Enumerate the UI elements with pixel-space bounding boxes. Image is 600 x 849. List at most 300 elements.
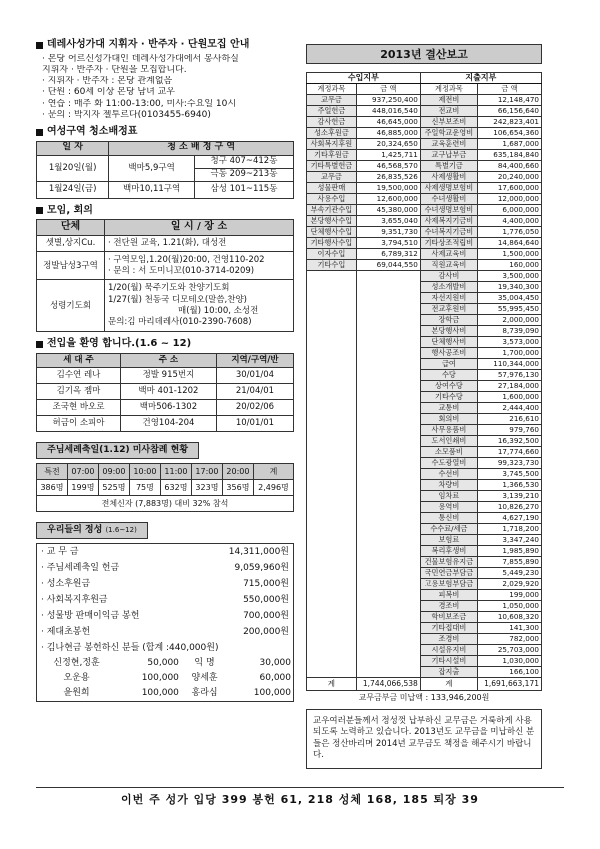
footer-hymns: 이번 주 성가 입당 399 봉헌 61, 218 성체 168, 185 퇴장 39 bbox=[121, 793, 479, 806]
table-cell bbox=[307, 612, 357, 623]
table-row bbox=[307, 656, 542, 667]
table-cell bbox=[356, 392, 420, 403]
offering-amount: 9,059,960원 bbox=[234, 562, 289, 573]
expense-category: 상여수당 bbox=[420, 381, 477, 392]
table-row bbox=[307, 480, 542, 491]
table-cell bbox=[356, 656, 420, 667]
meet-line: 1/27(월) 천동국 디모테오(말씀,찬양) bbox=[108, 294, 247, 305]
table-cell: 윤원희 bbox=[63, 688, 90, 699]
table-cell bbox=[307, 326, 357, 337]
meet-detail bbox=[105, 252, 294, 280]
expense-amount: 99,323,730 bbox=[478, 458, 542, 469]
expense-amount: 3,347,240 bbox=[478, 535, 542, 546]
square-bullet-icon bbox=[36, 42, 43, 49]
table-cell bbox=[356, 590, 420, 601]
expense-category: 통신비 bbox=[420, 513, 477, 524]
table-cell: 백마 401-1202 bbox=[121, 383, 217, 399]
table-row bbox=[307, 634, 542, 645]
expense-category: 신부보조비 bbox=[420, 117, 477, 128]
expense-category: 차량비 bbox=[420, 480, 477, 491]
expense-amount: 55,995,450 bbox=[478, 304, 542, 315]
clean-table bbox=[36, 141, 294, 199]
income-category: 단체행사수입 bbox=[307, 227, 357, 238]
expense-amount: 3,745,500 bbox=[478, 469, 542, 480]
table-cell bbox=[356, 326, 420, 337]
expense-amount: 5,449,230 bbox=[478, 568, 542, 579]
income-amount: 69,044,550 bbox=[356, 260, 420, 271]
table-cell bbox=[307, 557, 357, 568]
table-row bbox=[37, 252, 294, 280]
table-cell bbox=[356, 436, 420, 447]
table-cell: 21/04/01 bbox=[216, 383, 293, 399]
meet-line: 1/20(월) 묵주기도와 찬양기도회 bbox=[108, 283, 230, 294]
notice-body bbox=[36, 54, 294, 122]
expense-category: 전교비 bbox=[420, 106, 477, 117]
table-row bbox=[307, 513, 542, 524]
table-cell: 525명 bbox=[98, 480, 129, 496]
table-cell bbox=[307, 447, 357, 458]
expense-category: 수도광열비 bbox=[420, 458, 477, 469]
expense-amount: 2,444,400 bbox=[478, 403, 542, 414]
table-header: 계정과목 bbox=[307, 84, 357, 95]
table-row bbox=[37, 686, 293, 701]
table-cell: 100,000 bbox=[141, 688, 179, 699]
table-cell: 김수연 레나 bbox=[37, 367, 121, 383]
income-category: 교무금 bbox=[307, 172, 357, 183]
income-category: 이자수입 bbox=[307, 249, 357, 260]
table-row bbox=[37, 671, 293, 686]
table-row bbox=[37, 656, 293, 671]
expense-category: 기타시설비 bbox=[420, 656, 477, 667]
table-row bbox=[307, 381, 542, 392]
income-amount: 9,351,730 bbox=[356, 227, 420, 238]
table-cell bbox=[356, 425, 420, 436]
table-row bbox=[307, 667, 542, 678]
income-category: 교무금 bbox=[307, 95, 357, 106]
expense-category: 수녀생활비 bbox=[420, 194, 477, 205]
table-cell: 11:00 bbox=[160, 464, 191, 480]
table-cell bbox=[356, 348, 420, 359]
expense-category: 전교후원비 bbox=[420, 304, 477, 315]
income-category: 기타후원금 bbox=[307, 150, 357, 161]
mass-table bbox=[36, 463, 294, 512]
table-cell: 1월20일(월) bbox=[37, 155, 109, 181]
table-cell bbox=[307, 590, 357, 601]
table-cell bbox=[307, 282, 357, 293]
notice-line: · 문의 : 박지자 젤투르다(0103455-6940) bbox=[42, 109, 211, 120]
square-bullet-icon bbox=[36, 207, 43, 214]
notice-line: · 본당 어르신성가대인 데레사성가대에서 봉사하실 bbox=[42, 53, 239, 64]
expense-category: 사제생활비 bbox=[420, 172, 477, 183]
expense-category: 수수료/세금 bbox=[420, 524, 477, 535]
expense-category: 시설유지비 bbox=[420, 645, 477, 656]
table-cell bbox=[356, 337, 420, 348]
table-cell bbox=[307, 458, 357, 469]
expense-category: 교통비 bbox=[420, 403, 477, 414]
expense-amount: 17,774,660 bbox=[478, 447, 542, 458]
expense-amount: 1,050,000 bbox=[478, 601, 542, 612]
offering-amount: 550,000원 bbox=[243, 594, 289, 605]
expense-amount: 110,344,000 bbox=[478, 359, 542, 370]
table-cell bbox=[307, 337, 357, 348]
table-cell bbox=[356, 315, 420, 326]
table-cell: 청구 407~412동 bbox=[194, 155, 293, 168]
table-cell: 323명 bbox=[191, 480, 222, 496]
income-category: 기타특별헌금 bbox=[307, 161, 357, 172]
finance-table bbox=[306, 72, 542, 691]
table-cell bbox=[307, 348, 357, 359]
table-cell bbox=[356, 557, 420, 568]
table-row bbox=[307, 590, 542, 601]
income-amount: 937,250,400 bbox=[356, 95, 420, 106]
table-row bbox=[307, 337, 542, 348]
table-row bbox=[307, 535, 542, 546]
table-row bbox=[37, 353, 294, 367]
table-cell bbox=[356, 491, 420, 502]
table-cell: 양세훈 bbox=[191, 673, 218, 684]
offering-title: 우리들의 정성 (1.6~12) bbox=[36, 522, 148, 539]
table-cell bbox=[307, 634, 357, 645]
expense-amount: 1,776,050 bbox=[478, 227, 542, 238]
expense-amount: 20,240,000 bbox=[478, 172, 542, 183]
table-row bbox=[307, 392, 542, 403]
table-cell: 356명 bbox=[222, 480, 253, 496]
income-category: 성물판매 bbox=[307, 183, 357, 194]
expense-amount: 14,864,640 bbox=[478, 238, 542, 249]
notice-line: · 연습 : 매주 화 11:00-13:00, 미사:수요일 10시 bbox=[42, 98, 237, 109]
table-row bbox=[37, 367, 294, 383]
expense-amount: 979,760 bbox=[478, 425, 542, 436]
income-category: 본당행사수입 bbox=[307, 216, 357, 227]
table-cell bbox=[356, 271, 420, 282]
table-row bbox=[307, 205, 542, 216]
offering-label: · 제대초봉헌 bbox=[41, 626, 91, 637]
expense-category: 기타상조적립비 bbox=[420, 238, 477, 249]
income-header: 수입지부 bbox=[307, 73, 421, 84]
table-row bbox=[307, 568, 542, 579]
table-cell bbox=[356, 601, 420, 612]
table-cell bbox=[356, 513, 420, 524]
expense-amount: 216,610 bbox=[478, 414, 542, 425]
newcomer-title: 전입을 환영 합니다.(1.6 ~ 12) bbox=[36, 338, 294, 351]
table-cell: 삼성 101~115동 bbox=[194, 181, 293, 198]
expense-category: 고용보험부담금 bbox=[420, 579, 477, 590]
table-cell bbox=[307, 414, 357, 425]
expense-category: 복리후생비 bbox=[420, 546, 477, 557]
income-amount: 3,655,040 bbox=[356, 216, 420, 227]
offering-row bbox=[37, 608, 293, 624]
income-total: 1,744,066,538 bbox=[356, 678, 420, 691]
table-row bbox=[307, 436, 542, 447]
meet-line: 매(월) 10:00, 소성전 bbox=[178, 305, 259, 316]
expense-category: 자선지원비 bbox=[420, 293, 477, 304]
offering-row bbox=[37, 624, 293, 640]
table-row bbox=[307, 117, 542, 128]
expense-category: 소모품비 bbox=[420, 447, 477, 458]
expense-amount: 2,000,000 bbox=[478, 315, 542, 326]
expense-category: 감사비 bbox=[420, 271, 477, 282]
offering-label: · 사회복지후원금 bbox=[41, 594, 108, 605]
income-amount: 46,568,570 bbox=[356, 161, 420, 172]
table-cell bbox=[356, 667, 420, 678]
income-category: 성소후원금 bbox=[307, 128, 357, 139]
expense-category: 건물보험유지금 bbox=[420, 557, 477, 568]
table-row bbox=[307, 249, 542, 260]
table-row bbox=[307, 546, 542, 557]
income-category: 사용수입 bbox=[307, 194, 357, 205]
expense-amount: 4,400,000 bbox=[478, 216, 542, 227]
offering-label: · 교 무 금 bbox=[41, 546, 79, 557]
expense-amount: 1,030,000 bbox=[478, 656, 542, 667]
table-cell: 20/02/06 bbox=[216, 399, 293, 415]
table-row bbox=[307, 447, 542, 458]
table-cell bbox=[356, 370, 420, 381]
clean-header-date: 일 자 bbox=[37, 141, 109, 155]
table-cell: 1월24일(금) bbox=[37, 181, 109, 198]
table-cell bbox=[307, 425, 357, 436]
expense-category: 회의비 bbox=[420, 414, 477, 425]
income-category: 감사헌금 bbox=[307, 117, 357, 128]
square-bullet-icon bbox=[36, 129, 43, 136]
offering-amount: 14,311,000원 bbox=[228, 546, 289, 557]
table-row bbox=[307, 414, 542, 425]
table-cell bbox=[307, 623, 357, 634]
table-cell: 2,496명 bbox=[253, 480, 293, 496]
income-amount: 448,016,540 bbox=[356, 106, 420, 117]
expense-category: 교구납부금 bbox=[420, 150, 477, 161]
expense-category: 사제복지기금비 bbox=[420, 216, 477, 227]
offering-label: · 성소후원금 bbox=[41, 578, 91, 589]
expense-amount: 7,855,890 bbox=[478, 557, 542, 568]
expense-category: 잡지출 bbox=[420, 667, 477, 678]
income-category: 사회복지후원 bbox=[307, 139, 357, 150]
expense-amount: 106,654,360 bbox=[478, 128, 542, 139]
table-cell: 20:00 bbox=[222, 464, 253, 480]
offering-amount: 700,000원 bbox=[243, 610, 289, 621]
table-header: 계정과목 bbox=[420, 84, 477, 95]
table-cell bbox=[356, 623, 420, 634]
right-column bbox=[306, 44, 542, 769]
table-row bbox=[37, 280, 294, 332]
table-row bbox=[37, 480, 294, 496]
expense-amount: 27,184,000 bbox=[478, 381, 542, 392]
table-cell: 익 명 bbox=[194, 658, 215, 669]
table-cell: 계 bbox=[253, 464, 293, 480]
notice-line: · 지휘자 · 반주자 : 본당 관계없음 bbox=[42, 76, 173, 86]
table-row bbox=[307, 491, 542, 502]
clean-header-area: 청 소 배 정 구 역 bbox=[109, 141, 294, 155]
income-amount: 26,835,526 bbox=[356, 172, 420, 183]
table-row bbox=[307, 645, 542, 656]
table-cell bbox=[356, 535, 420, 546]
notice-line: · 단원 : 60세 이상 본당 남녀 교우 bbox=[42, 87, 176, 98]
table-row bbox=[307, 227, 542, 238]
table-cell: 75명 bbox=[129, 480, 160, 496]
expense-amount: 84,400,660 bbox=[478, 161, 542, 172]
offering-label: · 성물방 판매이익금 봉헌 bbox=[41, 610, 140, 621]
table-cell bbox=[307, 491, 357, 502]
expense-category: 제전비 bbox=[420, 95, 477, 106]
notice-line: 지휘자 · 반주자 · 단원을 모집합니다. bbox=[42, 64, 187, 75]
table-cell bbox=[307, 293, 357, 304]
expense-amount: 12,000,000 bbox=[478, 194, 542, 205]
table-cell bbox=[307, 381, 357, 392]
table-header: 지역/구역/반 bbox=[216, 353, 293, 367]
table-cell: 632명 bbox=[160, 480, 191, 496]
table-cell bbox=[356, 546, 420, 557]
expense-category: 특별기금 bbox=[420, 161, 477, 172]
expense-amount: 635,184,840 bbox=[478, 150, 542, 161]
table-cell bbox=[307, 359, 357, 370]
table-cell bbox=[356, 414, 420, 425]
table-row bbox=[307, 502, 542, 513]
table-cell: 정발 915번지 bbox=[121, 367, 217, 383]
table-cell: 건영104-204 bbox=[121, 415, 217, 431]
table-row bbox=[37, 236, 294, 252]
expense-category: 도서인쇄비 bbox=[420, 436, 477, 447]
meet-header-time: 일 시 / 장 소 bbox=[105, 220, 294, 236]
table-cell bbox=[356, 612, 420, 623]
expense-category: 경조비 bbox=[420, 601, 477, 612]
table-cell: 조국현 바오로 bbox=[37, 399, 121, 415]
table-row bbox=[307, 139, 542, 150]
expense-category: 사제생명보험비 bbox=[420, 183, 477, 194]
expense-category: 수당 bbox=[420, 370, 477, 381]
expense-category: 교육훈련비 bbox=[420, 139, 477, 150]
table-cell: 허금이 소피아 bbox=[37, 415, 121, 431]
expense-amount: 160,000 bbox=[478, 260, 542, 271]
table-row bbox=[307, 359, 542, 370]
expense-category: 기타수당 bbox=[420, 392, 477, 403]
table-header: 금 액 bbox=[356, 84, 420, 95]
table-cell: 홍라심 bbox=[191, 688, 218, 699]
income-amount: 19,500,000 bbox=[356, 183, 420, 194]
meet-group: 정발남성3구역 bbox=[37, 252, 105, 280]
total-label: 계 bbox=[307, 678, 357, 691]
offering-amount: 200,000원 bbox=[243, 626, 289, 637]
table-header: 금 액 bbox=[478, 84, 542, 95]
table-row bbox=[307, 348, 542, 359]
meet-group: 셋별,상지Cu. bbox=[37, 236, 105, 252]
expense-category: 행사공조비 bbox=[420, 348, 477, 359]
expense-amount: 1,600,000 bbox=[478, 392, 542, 403]
expense-category: 기타접대비 bbox=[420, 623, 477, 634]
expense-amount: 3,573,000 bbox=[478, 337, 542, 348]
table-cell bbox=[307, 656, 357, 667]
expense-category: 수녀복지기금비 bbox=[420, 227, 477, 238]
income-category: 부속기관수입 bbox=[307, 205, 357, 216]
table-cell bbox=[307, 469, 357, 480]
income-amount: 46,885,000 bbox=[356, 128, 420, 139]
table-cell: 백마10,11구역 bbox=[109, 181, 195, 198]
notice-title: 데레사성가대 지휘자 · 반주자 · 단원모집 안내 bbox=[36, 39, 294, 52]
table-row bbox=[307, 172, 542, 183]
meet-line: 문의:김 마리데레사(010-2390-7608) bbox=[108, 317, 252, 328]
table-row bbox=[307, 260, 542, 271]
table-row bbox=[37, 464, 294, 480]
meet-detail bbox=[105, 236, 294, 252]
table-row bbox=[307, 403, 542, 414]
expense-amount: 57,976,130 bbox=[478, 370, 542, 381]
table-row bbox=[307, 469, 542, 480]
table-header: 주 소 bbox=[121, 353, 217, 367]
expense-amount: 3,139,210 bbox=[478, 491, 542, 502]
table-row bbox=[307, 216, 542, 227]
newcomer-table bbox=[36, 353, 294, 432]
offering-row bbox=[37, 576, 293, 592]
table-row bbox=[307, 623, 542, 634]
table-row bbox=[307, 612, 542, 623]
table-row bbox=[307, 84, 542, 95]
table-cell bbox=[356, 403, 420, 414]
expense-category: 피복비 bbox=[420, 590, 477, 601]
expense-category: 주일학교운영비 bbox=[420, 128, 477, 139]
table-row bbox=[307, 128, 542, 139]
table-cell bbox=[307, 392, 357, 403]
offering-extra: · 김나현금 봉헌하신 분들 (합계 :440,000원) bbox=[41, 642, 219, 653]
table-cell bbox=[307, 568, 357, 579]
expense-category: 수선비 bbox=[420, 469, 477, 480]
table-row bbox=[307, 238, 542, 249]
donor-table bbox=[37, 656, 293, 701]
table-cell bbox=[307, 601, 357, 612]
table-cell: 07:00 bbox=[67, 464, 98, 480]
table-cell: 특전 bbox=[37, 464, 68, 480]
expense-amount: 10,826,270 bbox=[478, 502, 542, 513]
offering-row bbox=[37, 592, 293, 608]
table-cell bbox=[307, 315, 357, 326]
expense-amount: 1,718,200 bbox=[478, 524, 542, 535]
income-amount: 3,794,510 bbox=[356, 238, 420, 249]
meet-header-group: 단체 bbox=[37, 220, 105, 236]
table-cell: 김기옥 젬마 bbox=[37, 383, 121, 399]
table-cell bbox=[356, 634, 420, 645]
table-cell bbox=[356, 579, 420, 590]
left-column bbox=[36, 36, 294, 702]
expense-category: 보험료 bbox=[420, 535, 477, 546]
table-header: 세 대 주 bbox=[37, 353, 121, 367]
offering-box bbox=[36, 543, 294, 702]
table-cell: 백마5,9구역 bbox=[109, 155, 195, 181]
table-row bbox=[37, 415, 294, 431]
expense-category: 학비보조금 bbox=[420, 612, 477, 623]
table-row bbox=[307, 601, 542, 612]
expense-amount: 12,148,470 bbox=[478, 95, 542, 106]
income-amount: 1,425,711 bbox=[356, 150, 420, 161]
meet-title: 모임, 회의 bbox=[36, 205, 294, 218]
expense-amount: 199,000 bbox=[478, 590, 542, 601]
table-cell bbox=[307, 546, 357, 557]
expense-category: 장학금 bbox=[420, 315, 477, 326]
expense-amount: 782,000 bbox=[478, 634, 542, 645]
expense-total: 1,691,663,171 bbox=[478, 678, 542, 691]
table-cell: 50,000 bbox=[147, 658, 179, 669]
table-row bbox=[37, 383, 294, 399]
table-cell: 오운용 bbox=[63, 673, 90, 684]
expense-category: 조경비 bbox=[420, 634, 477, 645]
table-cell bbox=[356, 645, 420, 656]
table-cell bbox=[307, 579, 357, 590]
table-row bbox=[307, 425, 542, 436]
expense-amount: 6,000,000 bbox=[478, 205, 542, 216]
meeting-table bbox=[36, 219, 294, 332]
table-row bbox=[307, 579, 542, 590]
expense-category: 국민연금부담금 bbox=[420, 568, 477, 579]
offering-amount: 715,000원 bbox=[243, 578, 289, 589]
expense-amount: 1,687,000 bbox=[478, 139, 542, 150]
meet-line: · 문의 : 서 도미니꼬(010-3714-0209) bbox=[108, 265, 255, 276]
table-cell: 30/01/04 bbox=[216, 367, 293, 383]
